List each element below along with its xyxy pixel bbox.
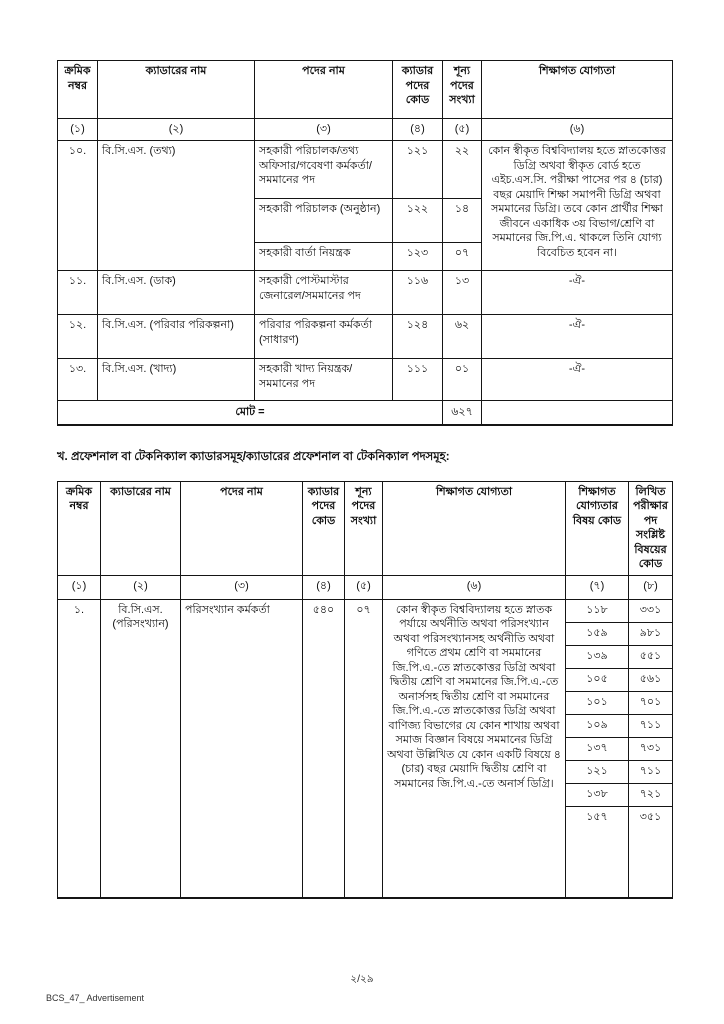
row11-qualification: -ঐ- bbox=[482, 271, 673, 315]
document-label: BCS_47_ Advertisement bbox=[46, 993, 145, 1003]
table2-colnum-4: (৪) bbox=[303, 575, 345, 599]
row12-serial: ১২. bbox=[58, 315, 98, 359]
written-code: ৭১১ bbox=[629, 714, 673, 737]
row11-vacancies: ১৩ bbox=[443, 271, 482, 315]
general-cadre-table bbox=[57, 60, 673, 426]
subject-code: ১১৮ bbox=[566, 599, 629, 622]
table1-colnum-5: (৫) bbox=[443, 119, 482, 141]
t2row1-code: ৫৪০ bbox=[303, 599, 345, 898]
table1-header-row bbox=[58, 61, 673, 119]
table2-header-written-code: লিখিত পরীক্ষার পদ সংশ্লিষ্ট বিষয়ের কোড bbox=[629, 481, 673, 575]
table2-header-serial: ক্রমিক নম্বর bbox=[58, 481, 101, 575]
written-code: ৩৫১ bbox=[629, 806, 673, 898]
written-code: ৩৩১ bbox=[629, 599, 673, 622]
table2-colnum-7: (৭) bbox=[566, 575, 629, 599]
subject-code: ১৩৯ bbox=[566, 645, 629, 668]
row11-cadre: বি.সি.এস. (ডাক) bbox=[98, 271, 255, 315]
row13-code: ১১১ bbox=[393, 359, 443, 401]
table-row bbox=[58, 359, 673, 401]
row10-post-3: সহকারী বার্তা নিয়ন্ত্রক bbox=[255, 243, 393, 271]
row13-post: সহকারী খাদ্য নিয়ন্ত্রক/সমমানের পদ bbox=[255, 359, 393, 401]
subject-code: ১০৫ bbox=[566, 668, 629, 691]
table2-colnum-row bbox=[58, 575, 673, 599]
written-code: ৭৩১ bbox=[629, 737, 673, 760]
row10-post-3-vacancies: ০৭ bbox=[443, 243, 482, 271]
row10-post-1: সহকারী পরিচালক/তথ্য অফিসার/গবেষণা কর্মকর্তা/সমমানের পদ bbox=[255, 141, 393, 199]
table1-header-vacancy: শূন্য পদের সংখ্যা bbox=[443, 61, 482, 119]
subject-code: ১৩৮ bbox=[566, 783, 629, 806]
subject-code: ১৫৭ bbox=[566, 806, 629, 898]
table1-colnum-1: (১) bbox=[58, 119, 98, 141]
t2row1-qualification: কোন স্বীকৃত বিশ্ববিদ্যালয় হতে স্নাতক পর্যায়ে অর্থনীতি অথবা পরিসংখ্যান অথবা পরিসংখ্যানসহ অর্থনীতি অথবা গণিতে প্রথম শ্রেণি বা সমমানের জি.পি.এ.-তে স্নাতকোত্তর ডিগ্রি অথবা দ্বিতীয় শ্রেণি বা সমমানের জি.পি.এ.-তে অনার্সসহ দ্বিতীয় শ্রেণি বা সমমানের জি.পি.এ.-তে স্নাতকোত্তর ডিগ্রি অথবা বাণিজ্য বিভাগের যে কোন শাখায় অথবা সমাজ বিজ্ঞান বিষয়ে সমমানের ডিগ্রি অথবা উল্লিখিত যে কোন একটি বিষয়ে ৪ (চার) বছর মেয়াদি দ্বিতীয় শ্রেণি বা সমমানের জি.পি.এ.-তে অনার্স ডিগ্রি। bbox=[383, 599, 566, 898]
row11-code: ১১৬ bbox=[393, 271, 443, 315]
table1-colnum-2: (২) bbox=[98, 119, 255, 141]
subject-code: ১০১ bbox=[566, 691, 629, 714]
table1-header-serial: ক্রমিক নম্বর bbox=[58, 61, 98, 119]
table2-colnum-1: (১) bbox=[58, 575, 101, 599]
table-row bbox=[58, 599, 673, 622]
row10-serial: ১০. bbox=[58, 141, 98, 271]
row10-post-2-code: ১২২ bbox=[393, 199, 443, 243]
table2-colnum-5: (৫) bbox=[345, 575, 383, 599]
table2-header-subject-code: শিক্ষাগত যোগ্যতার বিষয় কোড bbox=[566, 481, 629, 575]
total-value: ৬২৭ bbox=[443, 401, 482, 425]
total-empty-cell bbox=[482, 401, 673, 425]
row10-post-2: সহকারী পরিচালক (অনুষ্ঠান) bbox=[255, 199, 393, 243]
table1-header-post: পদের নাম bbox=[255, 61, 393, 119]
row10-qualification: কোন স্বীকৃত বিশ্ববিদ্যালয় হতে স্নাতকোত্তর ডিগ্রি অথবা স্বীকৃত বোর্ড হতে এইচ.এস.সি. পরীক্ষা পাসের পর ৪ (চার) বছর মেয়াদি শিক্ষা সমাপনী ডিগ্রি অথবা সমমানের ডিগ্রি। তবে কোন প্রার্থীর শিক্ষা জীবনে একাধিক ৩য় বিভাগ/শ্রেণি বা সমমানের জি.পি.এ. থাকলে তিনি যোগ্য বিবেচিত হবেন না। bbox=[482, 141, 673, 271]
row10-post-2-vacancies: ১৪ bbox=[443, 199, 482, 243]
professional-cadre-table bbox=[57, 481, 673, 900]
subject-code: ১২১ bbox=[566, 760, 629, 783]
written-code: ৭২১ bbox=[629, 783, 673, 806]
row12-code: ১২৪ bbox=[393, 315, 443, 359]
row11-post: সহকারী পোস্টমাস্টার জেনারেল/সমমানের পদ bbox=[255, 271, 393, 315]
t2row1-vacancies: ০৭ bbox=[345, 599, 383, 898]
subject-code: ১৫৯ bbox=[566, 622, 629, 645]
page-number: ২/২৯ bbox=[350, 973, 374, 985]
page-content bbox=[57, 60, 672, 899]
table2-colnum-2: (২) bbox=[101, 575, 181, 599]
table1-header-code: ক্যাডার পদের কোড bbox=[393, 61, 443, 119]
section-b-heading: খ. প্রফেশনাল বা টেকনিক্যাল ক্যাডারসমূহ/ক্যাডারের প্রফেশনাল বা টেকনিক্যাল পদসমূহ: bbox=[57, 450, 450, 463]
t2row1-serial: ১. bbox=[58, 599, 101, 898]
table1-colnum-row bbox=[58, 119, 673, 141]
table2-header-cadre: ক্যাডারের নাম bbox=[101, 481, 181, 575]
row13-vacancies: ০১ bbox=[443, 359, 482, 401]
row12-cadre: বি.সি.এস. (পরিবার পরিকল্পনা) bbox=[98, 315, 255, 359]
row13-qualification: -ঐ- bbox=[482, 359, 673, 401]
total-label: মোট = bbox=[58, 401, 443, 425]
table2-header-vacancy: শূন্য পদের সংখ্যা bbox=[345, 481, 383, 575]
written-code: ৭০১ bbox=[629, 691, 673, 714]
row10-post-3-code: ১২৩ bbox=[393, 243, 443, 271]
t2row1-post: পরিসংখ্যান কর্মকর্তা bbox=[181, 599, 303, 898]
row12-vacancies: ৬২ bbox=[443, 315, 482, 359]
table1-header-qualification: শিক্ষাগত যোগ্যতা bbox=[482, 61, 673, 119]
row12-qualification: -ঐ- bbox=[482, 315, 673, 359]
table1-header-cadre: ক্যাডারের নাম bbox=[98, 61, 255, 119]
written-code: ৭১১ bbox=[629, 760, 673, 783]
row13-cadre: বি.সি.এস. (খাদ্য) bbox=[98, 359, 255, 401]
table1-total-row bbox=[58, 401, 673, 425]
table-row bbox=[58, 141, 673, 199]
written-code: ৫৫১ bbox=[629, 645, 673, 668]
written-code: ৯৮১ bbox=[629, 622, 673, 645]
subject-code: ১০৯ bbox=[566, 714, 629, 737]
row10-cadre: বি.সি.এস. (তথ্য) bbox=[98, 141, 255, 271]
row13-serial: ১৩. bbox=[58, 359, 98, 401]
row10-post-1-vacancies: ২২ bbox=[443, 141, 482, 199]
table1-colnum-6: (৬) bbox=[482, 119, 673, 141]
table2-header-post: পদের নাম bbox=[181, 481, 303, 575]
table-row bbox=[58, 271, 673, 315]
table1-colnum-4: (৪) bbox=[393, 119, 443, 141]
subject-code: ১৩৭ bbox=[566, 737, 629, 760]
table2-header-code: ক্যাডার পদের কোড bbox=[303, 481, 345, 575]
table2-header-row bbox=[58, 481, 673, 575]
table-row bbox=[58, 315, 673, 359]
row12-post: পরিবার পরিকল্পনা কর্মকর্তা (সাধারণ) bbox=[255, 315, 393, 359]
table2-colnum-3: (৩) bbox=[181, 575, 303, 599]
table2-colnum-6: (৬) bbox=[383, 575, 566, 599]
table2-colnum-8: (৮) bbox=[629, 575, 673, 599]
written-code: ৫৬১ bbox=[629, 668, 673, 691]
t2row1-cadre: বি.সি.এস. (পরিসংখ্যান) bbox=[101, 599, 181, 898]
table2-header-qualification: শিক্ষাগত যোগ্যতা bbox=[383, 481, 566, 575]
table1-colnum-3: (৩) bbox=[255, 119, 393, 141]
row10-post-1-code: ১২১ bbox=[393, 141, 443, 199]
row11-serial: ১১. bbox=[58, 271, 98, 315]
